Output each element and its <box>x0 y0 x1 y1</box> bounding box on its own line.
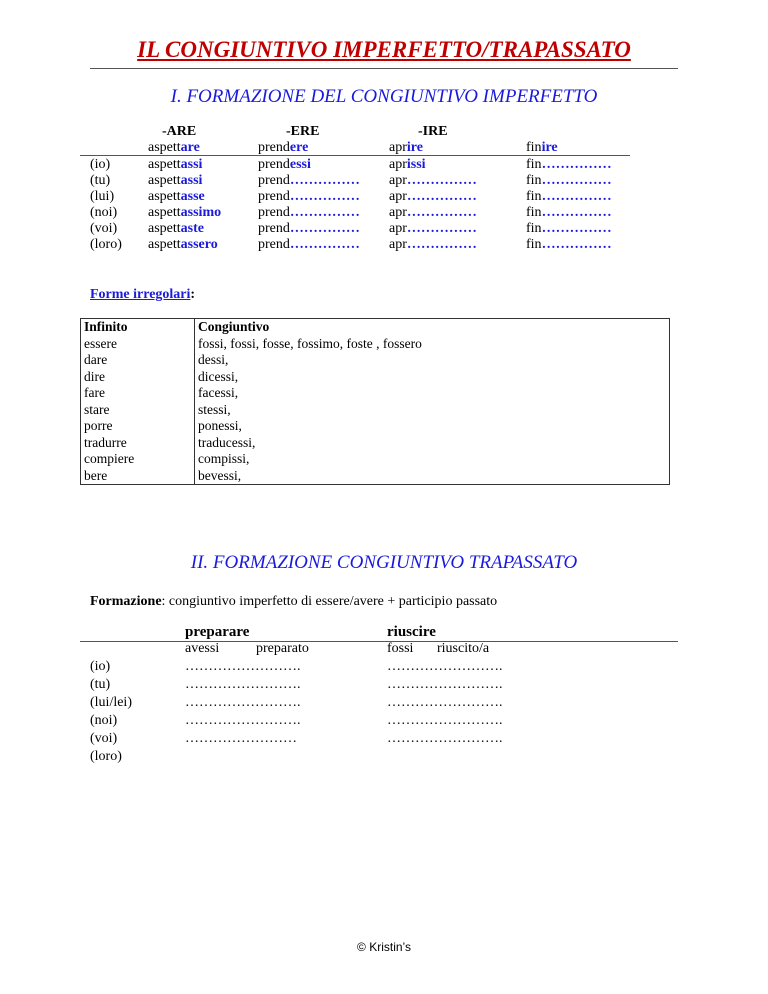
subjunctive-cell: bevessi, <box>195 468 670 485</box>
irregular-forms-label: Forme irregolari: <box>90 287 196 302</box>
blank-line: ……………………. <box>185 677 301 692</box>
infinitive-cell: dare <box>81 352 195 369</box>
ire-form: apr…………… <box>389 221 477 236</box>
infinitive-are: aspettare <box>148 140 200 155</box>
page-title: IL CONGIUNTIVO IMPERFETTO/TRAPASSATO <box>137 37 631 62</box>
person-label: (noi) <box>90 713 118 728</box>
column-header-congiuntivo: Congiuntivo <box>195 319 670 336</box>
infinitive-cell: tradurre <box>81 435 195 452</box>
table-row <box>81 435 670 452</box>
blank-line: ……………………. <box>185 659 301 674</box>
ire-form: apr…………… <box>389 205 477 220</box>
person-label: (loro) <box>90 237 122 252</box>
table-row <box>81 385 670 402</box>
header-are: -ARE <box>162 124 197 139</box>
verb-header-riuscire: riuscire <box>387 624 436 640</box>
table-row <box>81 468 670 485</box>
person-label: (voi) <box>90 731 118 746</box>
subjunctive-cell: traducessi, <box>195 435 670 452</box>
participle-form: riuscito/a <box>437 641 490 656</box>
grid-divider <box>80 155 630 156</box>
header-ire: -IRE <box>418 124 448 139</box>
infinitive-cell: stare <box>81 402 195 419</box>
infinitive-cell: dire <box>81 369 195 386</box>
person-label: (io) <box>90 157 111 172</box>
header-ere: -ERE <box>286 124 320 139</box>
ire-form: apr…………… <box>389 173 477 188</box>
aux-form: avessi <box>185 641 220 656</box>
ere-form: prend…………… <box>258 173 360 188</box>
finire-form: fin…………… <box>526 157 612 172</box>
person-label: (voi) <box>90 221 118 236</box>
aux-form: fossi <box>387 641 414 656</box>
infinitive-cell: porre <box>81 418 195 435</box>
subjunctive-cell: ponessi, <box>195 418 670 435</box>
are-form: aspettaste <box>148 221 204 236</box>
formation-rule: Formazione: congiuntivo imperfetto di essere/avere + participio passato <box>90 594 498 609</box>
person-label: (io) <box>90 659 111 674</box>
infinitive-finire: finire <box>526 140 558 155</box>
infinitive-cell: fare <box>81 385 195 402</box>
table-row <box>81 418 670 435</box>
subjunctive-cell: stessi, <box>195 402 670 419</box>
blank-line: ……………………. <box>387 659 503 674</box>
subjunctive-cell: facessi, <box>195 385 670 402</box>
section1-title: I. FORMAZIONE DEL CONGIUNTIVO IMPERFETTO <box>170 86 598 107</box>
table-row <box>81 451 670 468</box>
finire-form: fin…………… <box>526 205 612 220</box>
table-row <box>81 336 670 353</box>
finire-form: fin…………… <box>526 221 612 236</box>
participle-form: preparato <box>256 641 309 656</box>
person-label: (tu) <box>90 677 111 692</box>
person-label: (loro) <box>90 749 122 764</box>
column-header-infinito: Infinito <box>81 319 195 336</box>
blank-line: …………………… <box>185 731 297 746</box>
blank-line: ……………………. <box>387 731 503 746</box>
ire-form: apr…………… <box>389 237 477 252</box>
finire-form: fin…………… <box>526 189 612 204</box>
are-form: aspettassimo <box>148 205 222 220</box>
infinitive-ere: prendere <box>258 140 309 155</box>
subjunctive-cell: dessi, <box>195 352 670 369</box>
person-label: (noi) <box>90 205 118 220</box>
ere-form: prend…………… <box>258 237 360 252</box>
table-header-row <box>81 319 670 336</box>
footer-copyright: © Kristin’s <box>357 940 411 954</box>
are-form: aspettassi <box>148 157 203 172</box>
ere-form: prend…………… <box>258 189 360 204</box>
section2-title: II. FORMAZIONE CONGIUNTIVO TRAPASSATO <box>190 552 578 573</box>
ere-form: prend…………… <box>258 205 360 220</box>
blank-line: ……………………. <box>185 695 301 710</box>
blank-line: ……………………. <box>387 713 503 728</box>
blank-line: ……………………. <box>387 677 503 692</box>
infinitive-cell: essere <box>81 336 195 353</box>
table-row <box>81 402 670 419</box>
subjunctive-cell: compissi, <box>195 451 670 468</box>
person-label: (lui) <box>90 189 115 204</box>
blank-line: ……………………. <box>185 713 301 728</box>
irregular-forms-table <box>80 318 670 485</box>
infinitive-cell: compiere <box>81 451 195 468</box>
are-form: aspettassi <box>148 173 203 188</box>
grid-divider <box>80 641 678 642</box>
blank-line: ……………………. <box>387 695 503 710</box>
verb-header-preparare: preparare <box>185 624 250 640</box>
subjunctive-cell: fossi, fossi, fosse, fossimo, foste , fossero <box>195 336 670 353</box>
title-divider <box>90 68 678 69</box>
infinitive-ire: aprire <box>389 140 423 155</box>
are-form: aspettassero <box>148 237 218 252</box>
ere-form: prendessi <box>258 157 311 172</box>
table-row <box>81 369 670 386</box>
subjunctive-cell: dicessi, <box>195 369 670 386</box>
ere-form: prend…………… <box>258 221 360 236</box>
person-label: (lui/lei) <box>90 695 132 710</box>
finire-form: fin…………… <box>526 173 612 188</box>
ire-form: apr…………… <box>389 189 477 204</box>
ire-form: aprissi <box>389 157 426 172</box>
are-form: aspettasse <box>148 189 205 204</box>
infinitive-cell: bere <box>81 468 195 485</box>
table-row <box>81 352 670 369</box>
finire-form: fin…………… <box>526 237 612 252</box>
person-label: (tu) <box>90 173 111 188</box>
